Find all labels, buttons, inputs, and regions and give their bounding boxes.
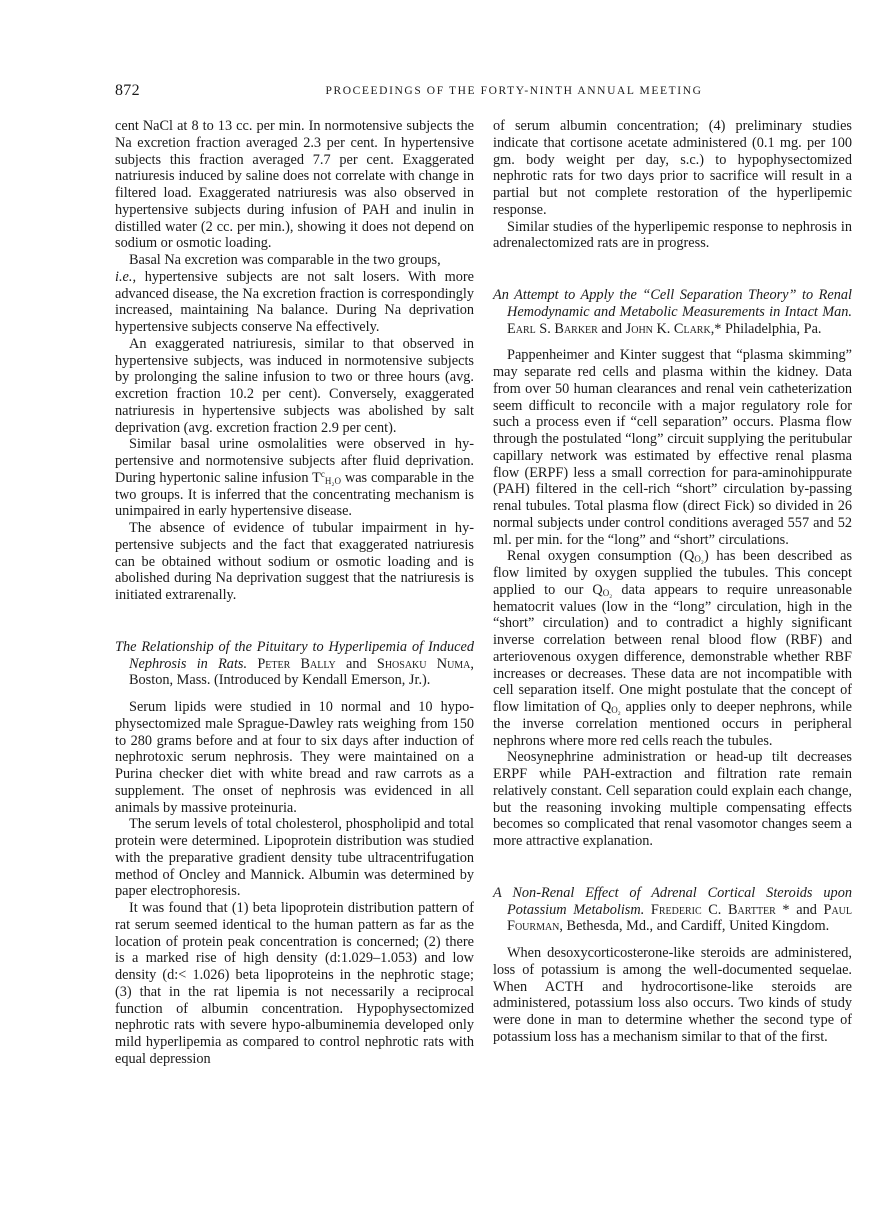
section-gap bbox=[493, 252, 852, 287]
author-name: Paul Fourman bbox=[507, 901, 853, 935]
affiliation: , Boston, Mass. (Introduced by Kendall Emerson, Jr.). bbox=[129, 655, 474, 689]
paragraph: It was found that (1) beta lipoprotein distribution pattern of rat serum seemed identical to the human pattern as far as the location of protein peak concentration is concerned; (2) there is a marked rise of high density (d:1.029–1.053) and low density (d:< 1.026) beta lipoproteins in the nephrotic stage; (3) that in the rat lipemia is not necessarily a reciprocal function of albumin concentration. Hypophysectomized nephrotic rats with severe hypo-albuminemia developed only mild hyperlipemia as compared to control nephrotic rats with equal depression bbox=[115, 900, 474, 1067]
section-gap bbox=[493, 337, 852, 347]
page-number: 872 bbox=[115, 82, 140, 99]
subscript: O₂ bbox=[694, 554, 704, 565]
paragraph-text: Renal oxygen consumption (Q bbox=[507, 548, 695, 565]
paragraph: Neosynephrine administration or head-up tilt decreases ERPF while PAH-extraction and filtration rate remain relatively constant. Cell separation could explain each change, but the reasoning invoking multiple compensating effects becomes so complicated that renal vasomotor changes seem a more attractive explanation. bbox=[493, 749, 852, 849]
article-title-block bbox=[493, 287, 852, 337]
paragraph: Serum lipids were studied in 10 normal and 10 hypophysectomized male Sprague-Dawley rats weighing from 150 to 280 grams before and at four to six days after induction of nephrotoxic serum nephrosis. They were maintained on a Purina checker diet with white bread and raw carrots as a supplement. The onset of nephrosis was evidenced in all animals by massive proteinuria. bbox=[115, 699, 474, 816]
page-header bbox=[115, 82, 853, 104]
article-title: The Relationship of the Pituitary to Hyperlipemia of Induced Nephrosis in Rats. bbox=[115, 638, 474, 672]
left-column bbox=[115, 118, 474, 1068]
author-name: Peter Bally bbox=[257, 655, 336, 672]
paragraph bbox=[115, 436, 474, 520]
subscript: O₂ bbox=[602, 587, 613, 598]
paragraph: When desoxycorticosterone-like steroids are administered, loss of potassium is among the well-documented sequelae. When ACTH and hydrocortisone-like steroids are administered, potassium loss also occurs. Two kinds of study were done in man to determine whether the second type of potassium loss has a mechanism similar to that of the first. bbox=[493, 945, 852, 1045]
author-connector: and bbox=[345, 655, 367, 672]
article-title: An Attempt to Apply the “Cell Separation Theory” to Renal Hemodynamic and Metabolic Measurements in Intact Man. bbox=[493, 287, 852, 320]
paragraph: Pappenheimer and Kinter suggest that “plasma skimming” may separate red cells and plasma within the kidney. Data from over 50 human clearances and renal vein catheterization seem difficult to reconcile with a major regulatory role for such a process even if “cell separation” occurs. Plasma flow through the postulated “long” circuit supplying the peritubular capillary network was estimated by effective renal plasma flow (ERPF) less a small correction for para-aminohippurate (PAH) filtered in the cell-rich “short” circulation by-passing renal tubules. Total plasma flow (direct Fick) so divided in 26 normal subjects under control conditions averaged 557 and 52 ml. per min. for the “long” and “short” circulations. bbox=[493, 347, 852, 548]
affiliation: , Bethesda, Md., and Cardiff, United Kingdom. bbox=[559, 918, 830, 935]
paragraph: Basal Na excretion was comparable in the two groups, bbox=[129, 252, 441, 268]
section-gap bbox=[115, 689, 474, 699]
subscript: H₂O bbox=[324, 475, 341, 486]
author-mark: * bbox=[775, 901, 790, 918]
paragraph: The absence of evidence of tubular impairment in hypertensive subjects and the fact that exaggerated natriuresis can be obtained without sodium or osmotic loading and is abolished during Na deprivation suggest that the natriuresis is initiated extrarenally. bbox=[115, 520, 474, 603]
paragraph bbox=[115, 269, 474, 336]
section-gap bbox=[493, 850, 852, 885]
paragraph: cent NaCl at 8 to 13 cc. per min. In normotensive subjects the Na excretion fraction averaged 2.3 per cent. In hypertensive subjects this fraction averaged 7.7 per cent. Exaggerated natriuresis induced by saline does not correlate with change in filtered load. Exaggerated natriuresis was also observed in hypertensive subjects during infusion of PAH and inulin in distilled water (2 cc. per min.), showing it does not depend on sodium or osmotic loading. bbox=[115, 118, 474, 252]
ie-abbrev: i.e., bbox=[115, 268, 137, 285]
author-name: Shosaku Numa bbox=[376, 655, 471, 672]
author-name: Earl S. Barker bbox=[507, 320, 598, 337]
paragraph-text: Similar basal urine osmolalities were observed in hypertensive and normotensive subjects after fluid deprivation. During hypertonic saline infusion T bbox=[115, 436, 474, 486]
section-gap bbox=[493, 935, 852, 945]
author-name: John K. Clark,* bbox=[625, 320, 722, 337]
author-connector: and bbox=[601, 320, 623, 337]
author-connector: and bbox=[796, 901, 817, 918]
paragraph-text: hypertensive subjects are not salt losers. With more advanced disease, the Na excretion fraction is correspondingly increased, maintaining Na balance. During Na deprivation hypertensive subjects conserve Na effectively. bbox=[115, 268, 474, 335]
right-column bbox=[493, 118, 852, 1046]
subscript: O₂ bbox=[611, 705, 621, 715]
author-name: Frederic C. Bartter bbox=[650, 901, 776, 918]
article-title-block bbox=[493, 885, 852, 935]
superscript: c bbox=[320, 468, 325, 479]
paragraph-text: applies only to deeper nephrons, while the inverse correlation mentioned occurs in peripheral nephrons where more red cells reach the tubules. bbox=[493, 699, 852, 749]
article-title-block bbox=[115, 639, 474, 689]
article-title: A Non-Renal Effect of Adrenal Cortical Steroids upon Potassium Metabolism. bbox=[493, 884, 852, 918]
running-head: PROCEEDINGS OF THE FORTY-NINTH ANNUAL MEETING bbox=[325, 85, 703, 97]
paragraph-text: data appears to require unreasonable hematocrit values (low in the “long” circulation, high in the “short” circulation) and to contradict a highly significant inverse correlation between renal blood flow (RBF) and arteriovenous oxygen difference, demonstrable whether RBF increases or decreases. These data are not incompatible with cell separation itself. One might postulate that the concept of flow limitation of Q bbox=[493, 581, 852, 715]
paragraph: Similar studies of the hyperlipemic response to nephrosis in adrenalectomized rats are in progress. bbox=[493, 218, 852, 252]
paragraph bbox=[493, 548, 852, 749]
section-gap bbox=[115, 604, 474, 639]
paragraph-text: ) has been described as flow limited by oxygen supplied the tubules. This concept applied to our Q bbox=[493, 548, 853, 598]
affiliation: Philadelphia, Pa. bbox=[725, 320, 822, 337]
paragraph: An exaggerated natriuresis, similar to that observed in hypertensive subjects, was induced in normotensive subjects by prolonging the saline infusion to two or three hours (avg. excretion fraction 10.2 per cent). Conversely, exaggerated natriuresis in hypertensive subjects was abolished by salt deprivation (avg. excretion fraction 2.9 per cent). bbox=[115, 335, 474, 436]
paragraph-text: was comparable in the two groups. It is inferred that the concentrating mechanism is unimpaired in early hypertensive disease. bbox=[115, 469, 475, 520]
paragraph: of serum albumin concentration; (4) preliminary studies indicate that cortisone acetate administered (0.1 mg. per 100 gm. body weight per day, s.c.) to hypophysectomized nephrotic rats for two days prior to sacrifice will result in a partial but not complete restoration of the hyperlipemic response. bbox=[493, 118, 852, 218]
paragraph: The serum levels of total cholesterol, phospholipid and total protein were determined. Lipoprotein distribution was studied with the preparative gradient density tube ultracentrifugation method of Oncley and Mannick. Albumin was determined by paper electrophoresis. bbox=[115, 816, 474, 900]
